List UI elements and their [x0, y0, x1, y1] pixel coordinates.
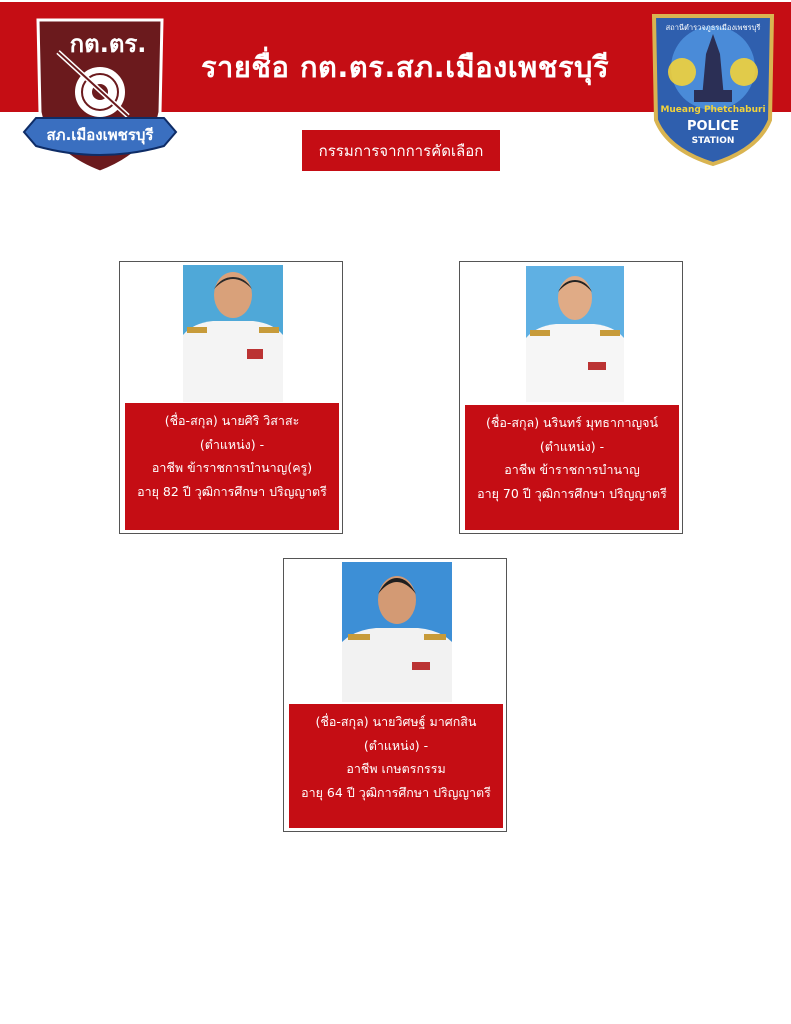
member-photo [183, 265, 283, 402]
portrait-silhouette-icon [526, 266, 624, 402]
member-caption [289, 704, 503, 828]
member-name: (ชื่อ-สกุล) นรินทร์ มุทธากาญจน์ [485, 415, 659, 430]
page-title: รายชื่อ กต.ตร.สภ.เมืองเพชรบุรี [200, 50, 610, 84]
section-subtitle: กรรมการจากการคัดเลือก [302, 130, 500, 171]
member-photo [526, 266, 624, 402]
portrait-silhouette-icon [183, 265, 283, 402]
member-occupation: อาชีพ เกษตรกรรม [346, 761, 446, 776]
badge-police-text: POLICE [686, 119, 740, 134]
logo-left-ribbon-text: สภ.เมืองเพชรบุรี [46, 126, 154, 144]
member-age-education: อายุ 64 ปี วุฒิการศึกษา ปริญญาตรี [301, 784, 491, 800]
member-position: (ตำแหน่ง) - [199, 436, 265, 452]
member-card [283, 558, 507, 832]
logo-left-top-text: กต.ตร. [69, 30, 147, 58]
portrait-silhouette-icon [342, 562, 452, 702]
badge-station-text: STATION [691, 136, 735, 146]
member-name: (ชื่อ-สกุล) นายวิศษฐ์ มาศกสิน [315, 714, 477, 729]
member-card [119, 261, 343, 534]
member-occupation: อาชีพ ข้าราชการบำนาญ [504, 462, 640, 477]
badge-arc-text: สถานีตำรวจภูธรเมืองเพชรบุรี [665, 23, 761, 32]
member-card [459, 261, 683, 534]
member-position: (ตำแหน่ง) - [363, 737, 429, 753]
police-station-badge [648, 10, 778, 168]
member-age-education: อายุ 82 ปี วุฒิการศึกษา ปริญญาตรี [137, 483, 327, 499]
badge-town-text: Mueang Phetchaburi [660, 105, 766, 115]
member-occupation: อาชีพ ข้าราชการบำนาญ(ครู) [151, 460, 313, 475]
member-position: (ตำแหน่ง) - [539, 438, 605, 454]
kor-tor-tor-logo [20, 12, 180, 177]
member-age-education: อายุ 70 ปี วุฒิการศึกษา ปริญญาตรี [477, 485, 667, 501]
member-photo [342, 562, 452, 702]
member-name: (ชื่อ-สกุล) นายศิริ วิสาสะ [164, 413, 300, 428]
member-caption [465, 405, 679, 530]
member-caption [125, 403, 339, 530]
